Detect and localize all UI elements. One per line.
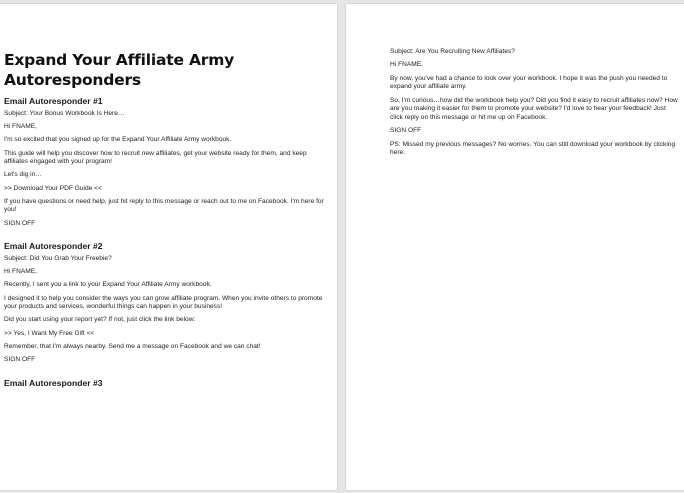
- email-2-paragraph-4: Remember, that I'm always nearby. Send me a message on Facebook and we can chat!: [4, 342, 261, 350]
- email-1-greeting: Hi FNAME,: [4, 123, 37, 131]
- email-2-paragraph-2: I designed it to help you consider the ways you can grow affiliate program. When you invite others to promote your products and services, wonderful things can happen in your business!: [4, 294, 323, 311]
- document-page-1: [0, 4, 337, 490]
- document-title: [4, 50, 331, 90]
- title-line-2: Autoresponders: [4, 71, 141, 89]
- email-2-gift-link[interactable]: >> Yes, I Want My Free Gift <<: [4, 329, 95, 337]
- email-2-subject: Subject: Did You Grab Your Freebie?: [4, 255, 112, 263]
- email-2-heading: Email Autoresponder #2: [4, 241, 103, 252]
- email-2-section: [4, 241, 331, 365]
- email-1-subject: Subject: Your Bonus Workbook Is Here…: [4, 110, 125, 117]
- email-1-paragraph-1: I'm so excited that you signed up for the Expand Your Affiliate Army workbook.: [4, 136, 232, 144]
- email-2-paragraph-3: Did you start using your report yet? If not, just click the link below:: [4, 316, 196, 324]
- email-1-signoff: SIGN OFF: [4, 219, 36, 227]
- email-3-subject: Subject: Are You Recruiting New Affiliates?: [390, 48, 515, 55]
- email-1-download-link[interactable]: >> Download Your PDF Guide <<: [4, 184, 102, 192]
- email-2-paragraph-1: Recently, I sent you a link to your Expand Your Affiliate Army workbook.: [4, 281, 212, 289]
- email-3-postscript: PS: Missed my previous messages? No worries. You can still download your workbook by clicking here.: [390, 140, 676, 157]
- email-1-paragraph-2: This guide will help you discover how to recruit new affiliates, get your website ready for them, and keep affiliates engaged with your program!: [4, 149, 307, 166]
- email-3-greeting: Hi FNAME,: [390, 61, 423, 69]
- email-2-greeting: Hi FNAME,: [4, 268, 37, 276]
- email-3-section: [4, 378, 331, 388]
- email-3-heading: Email Autoresponder #3: [4, 377, 103, 388]
- email-1-paragraph-4: If you have questions or need help, just hit reply to this message or reach out to me on Facebook. I'm here for you!: [4, 197, 324, 214]
- email-3-paragraph-1: By now, you've had a chance to look over your workbook. I hope it was the push you needed to expand your affiliate army.: [390, 74, 668, 91]
- email-3-signoff: SIGN OFF: [390, 127, 422, 135]
- document-page-2: [346, 4, 684, 490]
- email-1-section: [4, 96, 331, 228]
- email-1-paragraph-3: Let's dig in…: [4, 171, 42, 179]
- email-2-signoff: SIGN OFF: [4, 356, 36, 363]
- title-line-1: Expand Your Affiliate Army: [4, 51, 235, 69]
- email-1-heading: Email Autoresponder #1: [4, 96, 103, 106]
- email-3-paragraph-2: So, I'm curious…how did the workbook help you? Did you find it easy to recruit affiliates now? How are you making it easier for them to promote your website? I'd love to hear your feedback! Just click reply on this message or hit me up on Facebook.: [390, 96, 678, 121]
